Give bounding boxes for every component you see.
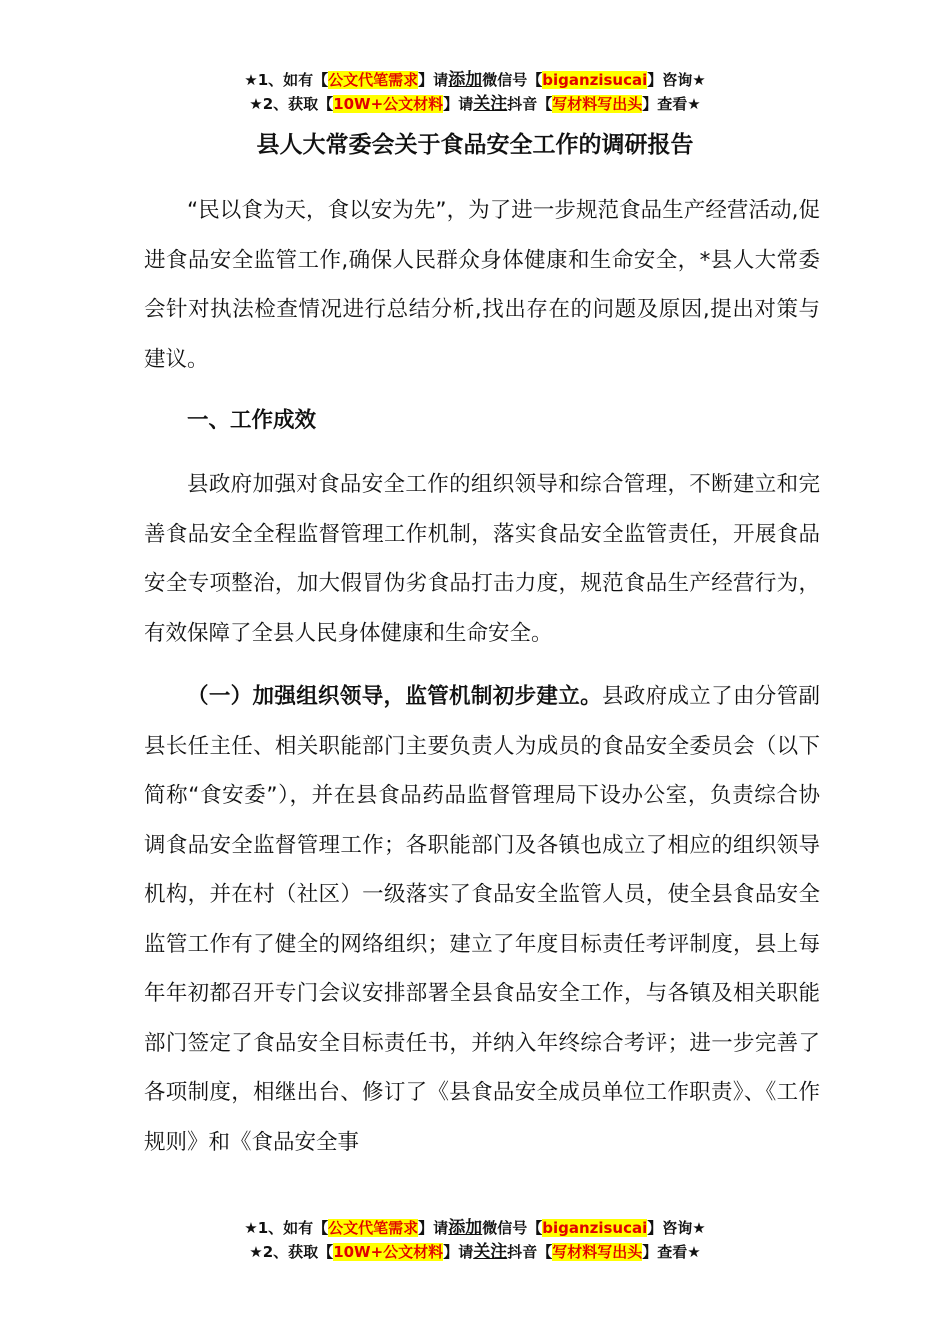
promo-text: 】请 bbox=[418, 1219, 449, 1237]
paragraph-lead: （一）加强组织领导，监管机制初步建立。 bbox=[187, 684, 602, 709]
promo-underline: 添加 bbox=[448, 1218, 483, 1238]
paragraph-text: 县政府加强对食品安全工作的组织领导和综合管理，不断建立和完善食品安全全程监督管理工作机制，落实食品安全监管责任，开展食品安全专项整治，加大假冒伪劣食品打击力度，规范食品生产经营行为，有效保障了全县人民身体健康和生命安全。 bbox=[144, 472, 820, 646]
paragraph-intro bbox=[144, 186, 820, 384]
promo-line-2 bbox=[0, 92, 950, 116]
paragraph-text bbox=[144, 672, 820, 1167]
douyin-id-highlight: 写材料写出头 bbox=[552, 1243, 643, 1261]
section-heading bbox=[144, 396, 820, 446]
promo-text: 抖音【 bbox=[507, 95, 553, 113]
paragraph-organization bbox=[144, 672, 820, 1167]
douyin-id-highlight: 写材料写出头 bbox=[552, 95, 643, 113]
paragraph-text: “民以食为天，食以安为先”，为了进一步规范食品生产经营活动,促进食品安全监管工作,确保人民群众身体健康和生命安全，*县人大常委会针对执法检查情况进行总结分析,找出存在的问题及原因,提出对策与建议。 bbox=[144, 198, 820, 372]
promo-highlight: 公文代笔需求 bbox=[328, 1219, 419, 1237]
promo-highlight: 10W+公文材料 bbox=[333, 95, 444, 113]
document-title: 县人大常委会关于食品安全工作的调研报告 bbox=[256, 132, 694, 158]
promo-text: 】请 bbox=[443, 95, 474, 113]
promo-line-1 bbox=[0, 68, 950, 92]
promo-text: ★2、获取【 bbox=[249, 95, 334, 113]
promo-text: 】咨询★ bbox=[647, 71, 706, 89]
promo-banner-bottom bbox=[0, 1216, 950, 1264]
promo-underline: 关注 bbox=[473, 1242, 508, 1262]
paragraph-achievements bbox=[144, 460, 820, 658]
promo-line-1 bbox=[0, 1216, 950, 1240]
promo-highlight: 10W+公文材料 bbox=[333, 1243, 444, 1261]
promo-text: 微信号【 bbox=[482, 71, 543, 89]
promo-underline: 添加 bbox=[448, 70, 483, 90]
paragraph-body: 县政府成立了由分管副县长任主任、相关职能部门主要负责人为成员的食品安全委员会（以下简称“食安委”），并在县食品药品监督管理局下设办公室，负责综合协调食品安全监督管理工作；各职能部门及各镇也成立了相应的组织领导机构，并在村（社区）一级落实了食品安全监管人员，使全县食品安全监管工作有了健全的网络组织；建立了年度目标责任考评制度，县上每年年初都召开专门会议安排部署全县食品安全工作，与各镇及相关职能部门签定了食品安全目标责任书，并纳入年终综合考评；进一步完善了各项制度，相继出台、修订了《县食品安全成员单位工作职责》、《工作规则》和《食品安全事 bbox=[144, 684, 820, 1155]
promo-text: 】请 bbox=[418, 71, 449, 89]
promo-text: 】查看★ bbox=[642, 95, 701, 113]
promo-text: 抖音【 bbox=[507, 1243, 553, 1261]
promo-text: 】查看★ bbox=[642, 1243, 701, 1261]
promo-line-2 bbox=[0, 1240, 950, 1264]
promo-text: 】咨询★ bbox=[647, 1219, 706, 1237]
wechat-id-highlight: biganzisucai bbox=[542, 71, 648, 89]
promo-text: ★1、如有【 bbox=[244, 1219, 329, 1237]
promo-text: 】请 bbox=[443, 1243, 474, 1261]
promo-banner-top bbox=[0, 68, 950, 116]
promo-underline: 关注 bbox=[473, 94, 508, 114]
promo-text: 微信号【 bbox=[482, 1219, 543, 1237]
section-heading-text: 一、工作成效 bbox=[187, 408, 317, 433]
promo-highlight: 公文代笔需求 bbox=[328, 71, 419, 89]
promo-text: ★2、获取【 bbox=[249, 1243, 334, 1261]
promo-text: ★1、如有【 bbox=[244, 71, 329, 89]
wechat-id-highlight: biganzisucai bbox=[542, 1219, 648, 1237]
